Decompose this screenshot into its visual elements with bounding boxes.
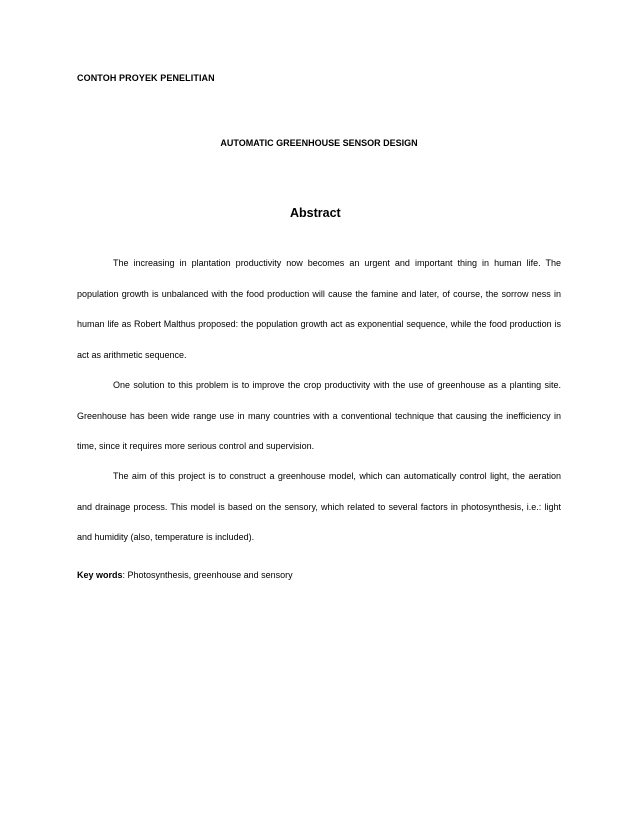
keywords-separator: : <box>122 570 128 580</box>
abstract-heading: Abstract <box>290 206 341 220</box>
keywords-value: Photosynthesis, greenhouse and sensory <box>127 570 293 580</box>
abstract-paragraph-3 <box>77 461 561 553</box>
abstract-paragraph-2 <box>77 370 561 462</box>
keywords-line <box>77 570 293 580</box>
keywords-label: Key words <box>77 570 123 580</box>
paragraph-text: The aim of this project is to construct a greenhouse model, which can automatically control light, the aeration and drainage process. This model is based on the sensory, which related to several factors in photosynthesis, i.e.: light and humidity (also, temperature is included). <box>77 471 561 542</box>
document-title: AUTOMATIC GREENHOUSE SENSOR DESIGN <box>220 138 418 148</box>
paragraph-text: The increasing in plantation productivity now becomes an urgent and important thing in human life. The population growth is unbalanced with the food production will cause the famine and later, of course, the sorrow ness in human life as Robert Malthus proposed: the population growth act as exponential sequence, while the food production is act as arithmetic sequence. <box>77 258 561 360</box>
abstract-paragraph-1 <box>77 248 561 370</box>
paragraph-text: One solution to this problem is to improve the crop productivity with the use of greenhouse as a planting site. Greenhouse has been wide range use in many countries with a conventional technique that causing the inefficiency in time, since it requires more serious control and supervision. <box>77 380 561 451</box>
header-label: CONTOH PROYEK PENELITIAN <box>77 73 215 83</box>
